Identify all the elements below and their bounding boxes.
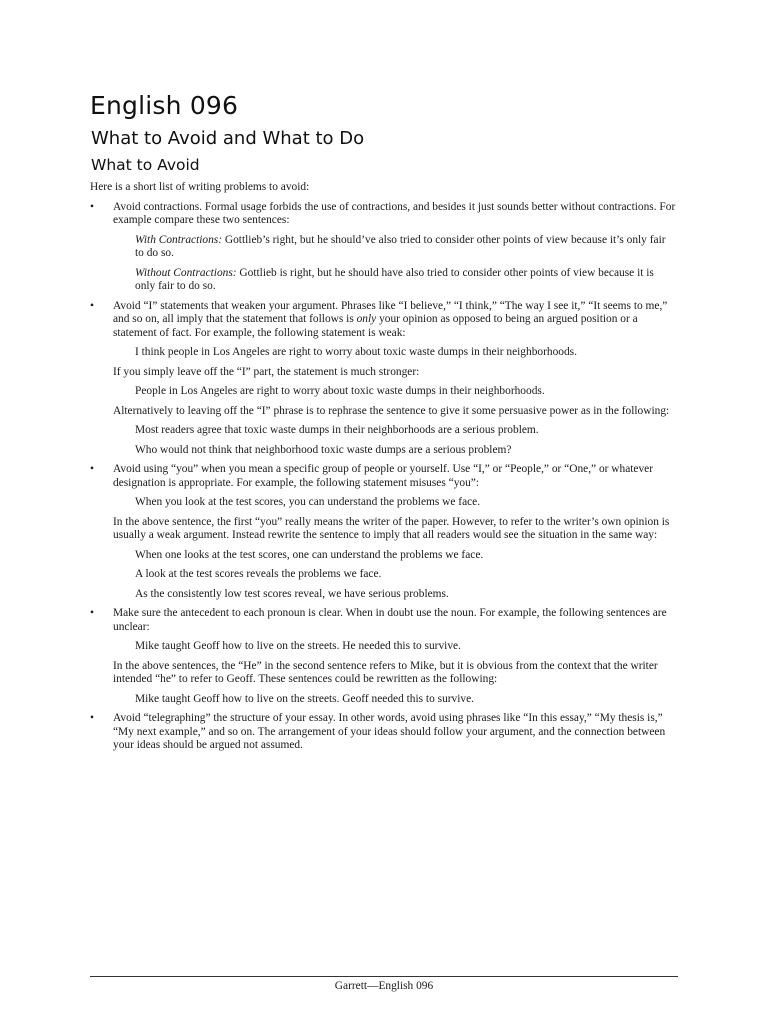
example-label: Without Contractions: <box>135 266 237 279</box>
example-sentence: A look at the test scores reveals the problems we face. <box>135 568 382 580</box>
intro-paragraph: Here is a short list of writing problems to avoid: <box>90 181 310 193</box>
body-paragraph: In the above sentence, the first “you” really means the writer of the paper. However, to refer to the writer’s own opinion is usually a weak argument. Instead rewrite the sentence to imply that all readers would see the situation in the same way: <box>113 515 670 541</box>
section-heading: What to Avoid <box>91 156 200 174</box>
list-item-i-statements <box>90 300 680 341</box>
footer-divider <box>90 976 678 977</box>
example-sentence: Mike taught Geoff how to live on the streets. He needed this to survive. <box>135 640 461 652</box>
body-paragraph: Alternatively to leaving off the “I” phrase is to rephrase the sentence to give it some persuasive power as in the following: <box>113 404 670 417</box>
example-with-contractions <box>135 234 680 261</box>
document-title: English 096 <box>90 91 239 120</box>
list-item-text: Make sure the antecedent to each pronoun is clear. When in doubt use the noun. For example, the following sentences are unclear: <box>113 607 667 633</box>
example-label: With Contractions: <box>135 233 223 246</box>
example-without-contractions <box>135 267 680 294</box>
example-sentence: When one looks at the test scores, one can understand the problems we face. <box>135 548 484 561</box>
example-text: Gottlieb is right, but he should have also tried to consider other points of view because it is only fair to do so. <box>135 266 654 292</box>
emphasis-text: only <box>356 313 377 325</box>
list-item-you <box>90 463 680 490</box>
example-sentence: As the consistently low test scores reveal, we have serious problems. <box>135 587 449 600</box>
example-sentence: Most readers agree that toxic waste dumps in their neighborhoods are a serious problem. <box>135 424 539 436</box>
list-item-text: your opinion as opposed to being an argued position or a statement of fact. For example, the following statement is weak: <box>113 313 638 339</box>
bullet-icon: • <box>90 463 94 475</box>
example-sentence: When you look at the test scores, you can understand the problems we face. <box>135 496 481 508</box>
bullet-icon: • <box>90 607 94 619</box>
list-item-contractions <box>90 201 680 228</box>
example-sentence: I think people in Los Angeles are right to worry about toxic waste dumps in their neighborhoods. <box>135 346 577 358</box>
list-item-antecedent <box>90 607 680 634</box>
example-sentence: Mike taught Geoff how to live on the streets. Geoff needed this to survive. <box>135 692 475 705</box>
document-body <box>90 181 680 759</box>
body-paragraph: If you simply leave off the “I” part, the statement is much stronger: <box>113 365 420 378</box>
body-paragraph: In the above sentences, the “He” in the second sentence refers to Mike, but it is obvious from the context that the writer intended “he” to refer to Geoff. These sentences could be rewritten as the following: <box>113 659 658 685</box>
bullet-icon: • <box>90 299 94 312</box>
list-item-text: Avoid “telegraphing” the structure of your essay. In other words, avoid using phrases like “In this essay,” “My thesis is,” “My next example,” and so on. The arrangement of your ideas should follow your argument, and the connection between your ideas should be argued not assumed. <box>113 712 666 751</box>
list-item-text: Avoid using “you” when you mean a specific group of people or yourself. Use “I,” or “People,” or “One,” or whatever designation is appropriate. For example, the following statement misuses “you”: <box>113 463 654 489</box>
page-footer: Garrett—English 096 <box>334 980 434 992</box>
example-text: Gottlieb’s right, but he should’ve also tried to consider other points of view because it’s only fair to do so. <box>135 233 666 259</box>
bullet-icon: • <box>90 200 94 213</box>
bullet-icon: • <box>90 712 94 724</box>
list-item-text: Avoid contractions. Formal usage forbids the use of contractions, and besides it just sounds better without contractions. For example compare these two sentences: <box>113 200 676 226</box>
document-subtitle: What to Avoid and What to Do <box>91 128 365 149</box>
list-item-telegraphing <box>90 712 680 753</box>
example-sentence: People in Los Angeles are right to worry about toxic waste dumps in their neighborhoods. <box>135 385 545 397</box>
example-sentence: Who would not think that neighborhood toxic waste dumps are a serious problem? <box>135 443 512 456</box>
list-item-text: Avoid “I” statements that weaken your argument. Phrases like “I believe,” “I think,” “The way I see it,” “It seems to me,” and so on, all imply that the statement that follows is <box>113 299 668 325</box>
